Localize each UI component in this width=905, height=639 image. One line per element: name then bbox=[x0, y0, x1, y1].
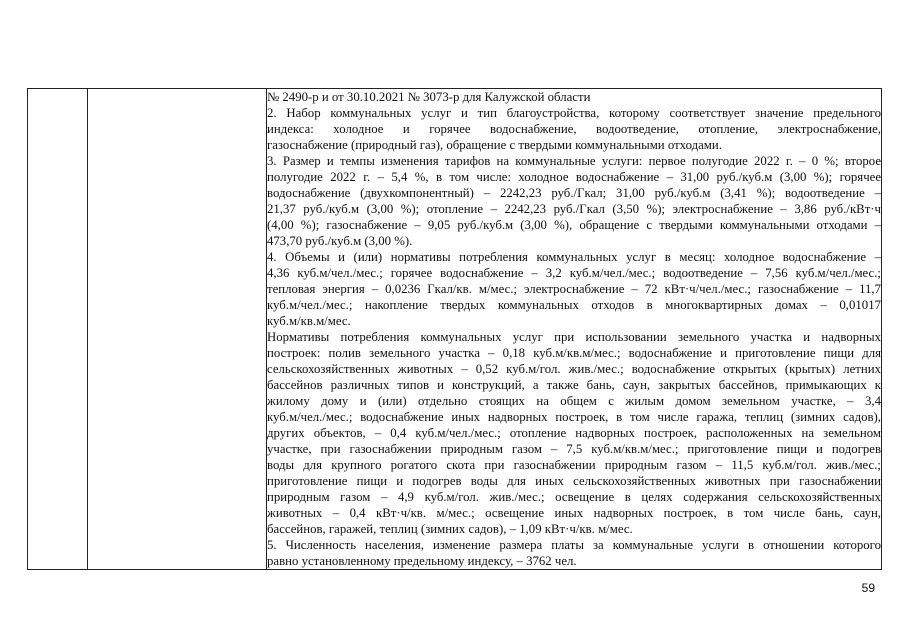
content-line: воды для крупного рогатого скота при газоснабжении природным газом – 11,5 куб.м/гол. жив./мес.; bbox=[267, 458, 881, 472]
content-line: животных – 0,4 кВт·ч/кв. м/мес.; освещение иных надворных построек, в том числе бань, саун, bbox=[267, 506, 881, 520]
content-line: участке, при газоснабжении природным газом – 7,5 куб.м/кв.м/мес.; приготовление пищи и подогрев bbox=[267, 442, 881, 456]
content-line: 4. Объемы и (или) нормативы потребления коммунальных услуг в месяц: холодное водоснабжение – bbox=[267, 250, 881, 264]
content-line: куб.м/чел./мес.; накопление твердых коммунальных отходов в многоквартирных домах – 0,01017 bbox=[267, 298, 881, 312]
content-line: 473,70 руб./куб.м (3,00 %). bbox=[267, 234, 413, 248]
content-line: других объектов, – 0,4 куб.м/чел./мес.; отопление надворных построек, расположенных на земельном bbox=[267, 426, 881, 440]
content-line: сельскохозяйственных животных – 0,52 куб.м/гол. жив./мес.; водоснабжение открытых (крытых) летних bbox=[267, 362, 881, 376]
content-line: природным газом – 4,9 куб.м/гол. жив./мес.; освещение в целях содержания сельскохозяйственных bbox=[267, 490, 881, 504]
content-line: индекса: холодное и горячее водоснабжение, водоотведение, отопление, электроснабжение, bbox=[267, 122, 881, 136]
content-line: жилому дому и (или) отдельно стоящих на общем с жилым домом земельном участке, – 3,4 bbox=[267, 394, 881, 408]
content-line: 3. Размер и темпы изменения тарифов на коммунальные услуги: первое полугодие 2022 г. – 0 %; второе bbox=[267, 154, 881, 168]
table-cell-name bbox=[88, 89, 267, 570]
content-line: построек: полив земельного участка – 0,18 куб.м/кв.м/мес.; водоснабжение и приготовление пищи для bbox=[267, 346, 881, 360]
content-line: Нормативы потребления коммунальных услуг при использовании земельного участка и надворных bbox=[267, 330, 881, 344]
content-line: 21,37 руб./куб.м (3,00 %); отопление – 2242,23 руб./Гкал (3,50 %); электроснабжение – 3,86 руб./кВт·ч bbox=[267, 202, 881, 216]
content-line: № 2490-р и от 30.10.2021 № 3073-р для Калужской области bbox=[267, 90, 591, 104]
table-cell-content bbox=[267, 89, 882, 570]
document-table bbox=[27, 88, 882, 570]
content-line: газоснабжение (природный газ), обращение с твердыми коммунальными отходами. bbox=[267, 138, 722, 152]
content-line: полугодие 2022 г. – 5,4 %, в том числе: холодное водоснабжение – 31,00 руб./куб.м (3,00 %); горячее bbox=[267, 170, 881, 184]
content-line: 4,36 куб.м/чел./мес.; горячее водоснабжение – 3,2 куб.м/чел./мес.; водоотведение – 7,56 куб.м/чел./мес.; bbox=[267, 266, 881, 280]
table-row bbox=[28, 89, 882, 570]
content-line: 2. Набор коммунальных услуг и тип благоустройства, которому соответствует значение предельного bbox=[267, 106, 881, 120]
content-line: куб.м/чел./мес.; водоснабжение иных надворных построек, в том числе гаража, теплиц (зимних садов), bbox=[267, 410, 881, 424]
content-line: равно установленному предельному индексу, – 3762 чел. bbox=[267, 554, 577, 568]
content-line: приготовление пищи и подогрев воды для иных сельскохозяйственных животных при газоснабжении bbox=[267, 474, 881, 488]
page-number: 59 bbox=[861, 581, 875, 595]
content-line: бассейнов различных типов и конструкций, а также бань, саун, закрытых бассейнов, примыкающих к bbox=[267, 378, 881, 392]
content-line: куб.м/кв.м/мес. bbox=[267, 314, 351, 328]
content-line: (4,00 %); газоснабжение – 9,05 руб./куб.м (3,00 %), обращение с твердыми коммунальными отходами – bbox=[267, 218, 881, 232]
table-cell-number bbox=[28, 89, 88, 570]
content-line: тепловая энергия – 0,0236 Гкал/кв. м/мес.; электроснабжение – 72 кВт·ч/чел./мес.; газоснабжение – 11,7 bbox=[267, 282, 881, 296]
content-line: водоснабжение (двухкомпонентный) – 2242,23 руб./Гкал; 31,00 руб./куб.м (3,41 %); водоотведение – bbox=[267, 186, 881, 200]
content-line: 5. Численность населения, изменение размера платы за коммунальные услуги в отношении которого bbox=[267, 538, 881, 552]
content-line: бассейнов, гаражей, теплиц (зимних садов), – 1,09 кВт·ч/кв. м/мес. bbox=[267, 522, 633, 536]
